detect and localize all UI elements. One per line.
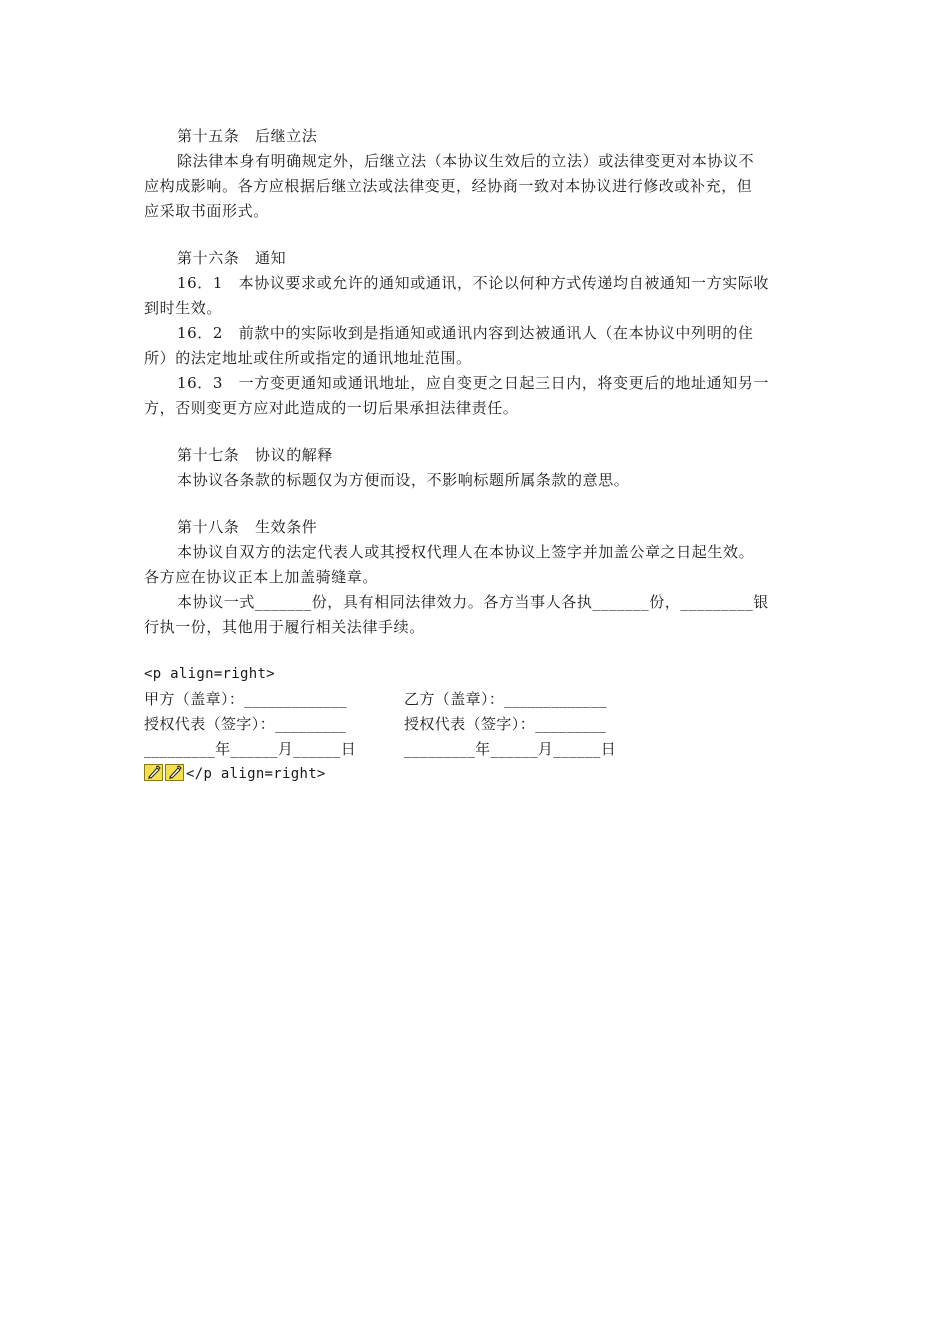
article-16-heading: 第十六条 通知 [177, 249, 287, 267]
markup-open-tag: <p align=right> [144, 666, 275, 682]
article-15-line-1: 除法律本身有明确规定外，后继立法（本协议生效后的立法）或法律变更对本协议不 [177, 152, 755, 170]
edit-icon[interactable] [144, 764, 163, 781]
article-18-line-4: 行执一份，其他用于履行相关法律手续。 [144, 618, 425, 636]
article-16-line-4: 所）的法定地址或住所或指定的通讯地址范围。 [144, 349, 472, 367]
article-18-line-2: 各方应在协议正本上加盖骑缝章。 [144, 568, 379, 586]
markup-close-tag: </p align=right> [186, 766, 326, 782]
article-16-line-3: 16．2 前款中的实际收到是指通知或通讯内容到达被通讯人（在本协议中列明的住 [177, 324, 754, 342]
article-18-line-1: 本协议自双方的法定代表人或其授权代理人在本协议上签字并加盖公章之日起生效。 [177, 543, 755, 561]
party-b-representative: 授权代表（签字）：_________ [404, 715, 607, 733]
article-15-line-3: 应采取书面形式。 [144, 202, 269, 220]
edit-icon[interactable] [165, 764, 184, 781]
party-a-date: _________年______月______日 [144, 740, 357, 758]
party-b-date: _________年______月______日 [404, 740, 617, 758]
markup-close-line [144, 762, 814, 787]
article-16-line-2: 到时生效。 [144, 299, 223, 317]
article-17-heading: 第十七条 协议的解释 [177, 446, 334, 464]
article-16-line-6: 方，否则变更方应对此造成的一切后果承担法律责任。 [144, 399, 519, 417]
article-15-line-2: 应构成影响。各方应根据后继立法或法律变更，经协商一致对本协议进行修改或补充，但 [144, 177, 753, 195]
article-16-line-5: 16．3 一方变更通知或通讯地址，应自变更之日起三日内，将变更后的地址通知另一 [177, 374, 770, 392]
party-b-seal: 乙方（盖章）：_____________ [404, 690, 608, 708]
article-17-line-1: 本协议各条款的标题仅为方便而设，不影响标题所属条款的意思。 [177, 471, 630, 489]
article-18-heading: 第十八条 生效条件 [177, 518, 318, 536]
article-15-heading: 第十五条 后继立法 [177, 127, 318, 145]
party-a-representative: 授权代表（签字）：_________ [144, 715, 347, 733]
party-a-seal: 甲方（盖章）：_____________ [144, 690, 348, 708]
article-18-line-3: 本协议一式_______份，具有相同法律效力。各方当事人各执_______份，_________银 [177, 593, 769, 611]
article-16-line-1: 16．1 本协议要求或允许的通知或通讯，不论以何种方式传递均自被通知一方实际收 [177, 274, 770, 292]
